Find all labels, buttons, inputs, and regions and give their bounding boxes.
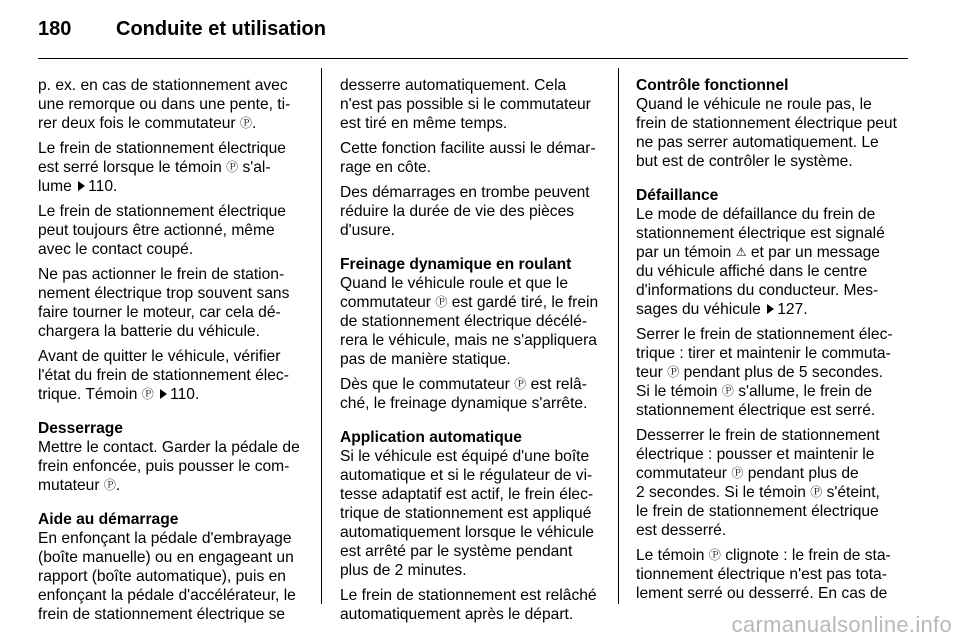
parking-brake-icon: Ⓟ	[226, 160, 239, 174]
paragraph: Le frein de stationnement électrique est serré lorsque le témoin Ⓟ s'al- lume 110.	[38, 140, 286, 195]
paragraph: Si le véhicule est équipé d'une boîte automatique et si le régulateur de vi- tesse adaptatif est actif, le frein élec- trique de stationnement est appliqué automatiquement lorsque le véhicule est arrêté par le système pendant plus de 2 minutes.	[340, 448, 594, 579]
parking-brake-icon: Ⓟ	[435, 295, 448, 309]
paragraph: desserre automatiquement. Cela n'est pas possible si le commutateur est tiré en même temps.	[340, 77, 591, 132]
section-heading: Desserrage	[38, 420, 123, 437]
page-title: Conduite et utilisation	[116, 18, 326, 40]
paragraph: En enfonçant la pédale d'embrayage (boîte manuelle) ou en engageant un rapport (boîte automatique), puis en enfonçant la pédale d'accélérateur, le frein de stationnement électrique se	[38, 530, 296, 623]
paragraph: Desserrer le frein de stationnement électrique : pousser et maintenir le commutateur Ⓟ pendant plus de 2 secondes. Si le témoin Ⓟ s'éteint, le frein de stationnement électrique est desserré.	[636, 427, 880, 539]
paragraph: Ne pas actionner le frein de station- nement électrique trop souvent sans faire tourner le moteur, car cela dé- chargera la batterie du véhicule.	[38, 266, 290, 340]
page-reference-arrow-icon	[767, 304, 774, 314]
parking-brake-icon: Ⓟ	[708, 548, 721, 562]
section-heading: Défaillance	[636, 187, 719, 204]
paragraph: Le témoin Ⓟ clignote : le frein de sta- tionnement électrique n'est pas tota- lement serré ou desserré. En cas de	[636, 547, 891, 602]
paragraph: Le frein de stationnement est relâché automatiquement après le départ.	[340, 587, 597, 623]
column-3	[636, 76, 906, 609]
parking-brake-icon: Ⓟ	[141, 387, 154, 401]
page-reference-arrow-icon	[78, 181, 85, 191]
paragraph: Quand le véhicule roule et que le commutateur Ⓟ est gardé tiré, le frein de stationnement électrique décélé- rera le véhicule, mais ne s'appliquera pas de manière statique.	[340, 275, 599, 368]
paragraph: Quand le véhicule ne roule pas, le frein de stationnement électrique peut ne pas serrer automatiquement. Le but est de contrôler le système.	[636, 96, 897, 170]
column-2	[340, 76, 610, 630]
parking-brake-icon: Ⓟ	[810, 485, 823, 499]
warning-icon: ⚠	[735, 245, 747, 259]
column-1	[38, 76, 308, 630]
paragraph: Dès que le commutateur Ⓟ est relâ- ché, le freinage dynamique s'arrête.	[340, 376, 588, 412]
header-rule	[38, 58, 908, 59]
section-heading: Aide au démarrage	[38, 511, 179, 528]
column-divider	[618, 68, 619, 604]
paragraph: Avant de quitter le véhicule, vérifier l'état du frein de stationnement élec- trique. Témoin Ⓟ 110.	[38, 348, 289, 403]
paragraph: Cette fonction facilite aussi le démar- rage en côte.	[340, 140, 596, 176]
parking-brake-icon: Ⓟ	[721, 384, 734, 398]
parking-brake-icon: Ⓟ	[103, 478, 116, 492]
watermark: carmanualsonline.info	[731, 612, 952, 637]
paragraph: p. ex. en cas de stationnement avec une remorque ou dans une pente, ti- rer deux fois le commutateur Ⓟ.	[38, 77, 291, 132]
page-reference-arrow-icon	[160, 389, 167, 399]
section-heading: Contrôle fonctionnel	[636, 77, 789, 94]
section-heading: Application automatique	[340, 429, 522, 446]
page-header	[38, 18, 326, 48]
parking-brake-icon: Ⓟ	[731, 466, 744, 480]
parking-brake-icon: Ⓟ	[667, 365, 680, 379]
column-divider	[321, 68, 322, 604]
page-number: 180	[38, 18, 72, 40]
paragraph: Le mode de défaillance du frein de stationnement électrique est signalé par un témoin ⚠ et par un message du véhicule affiché dans le centre d'informations du conducteur. Mes- sages du véhicule 127.	[636, 206, 885, 318]
paragraph: Mettre le contact. Garder la pédale de frein enfoncée, puis pousser le com- mutateur Ⓟ.	[38, 439, 300, 494]
paragraph: Des démarrages en trombe peuvent réduire la durée de vie des pièces d'usure.	[340, 184, 590, 239]
parking-brake-icon: Ⓟ	[239, 116, 252, 130]
section-heading: Freinage dynamique en roulant	[340, 256, 572, 273]
paragraph: Le frein de stationnement électrique peut toujours être actionné, même avec le contact coupé.	[38, 203, 286, 258]
parking-brake-icon: Ⓟ	[514, 377, 527, 391]
paragraph: Serrer le frein de stationnement élec- trique : tirer et maintenir le commuta- teur Ⓟ pendant plus de 5 secondes. Si le témoin Ⓟ s'allume, le frein de stationnement électrique est serré.	[636, 326, 893, 419]
